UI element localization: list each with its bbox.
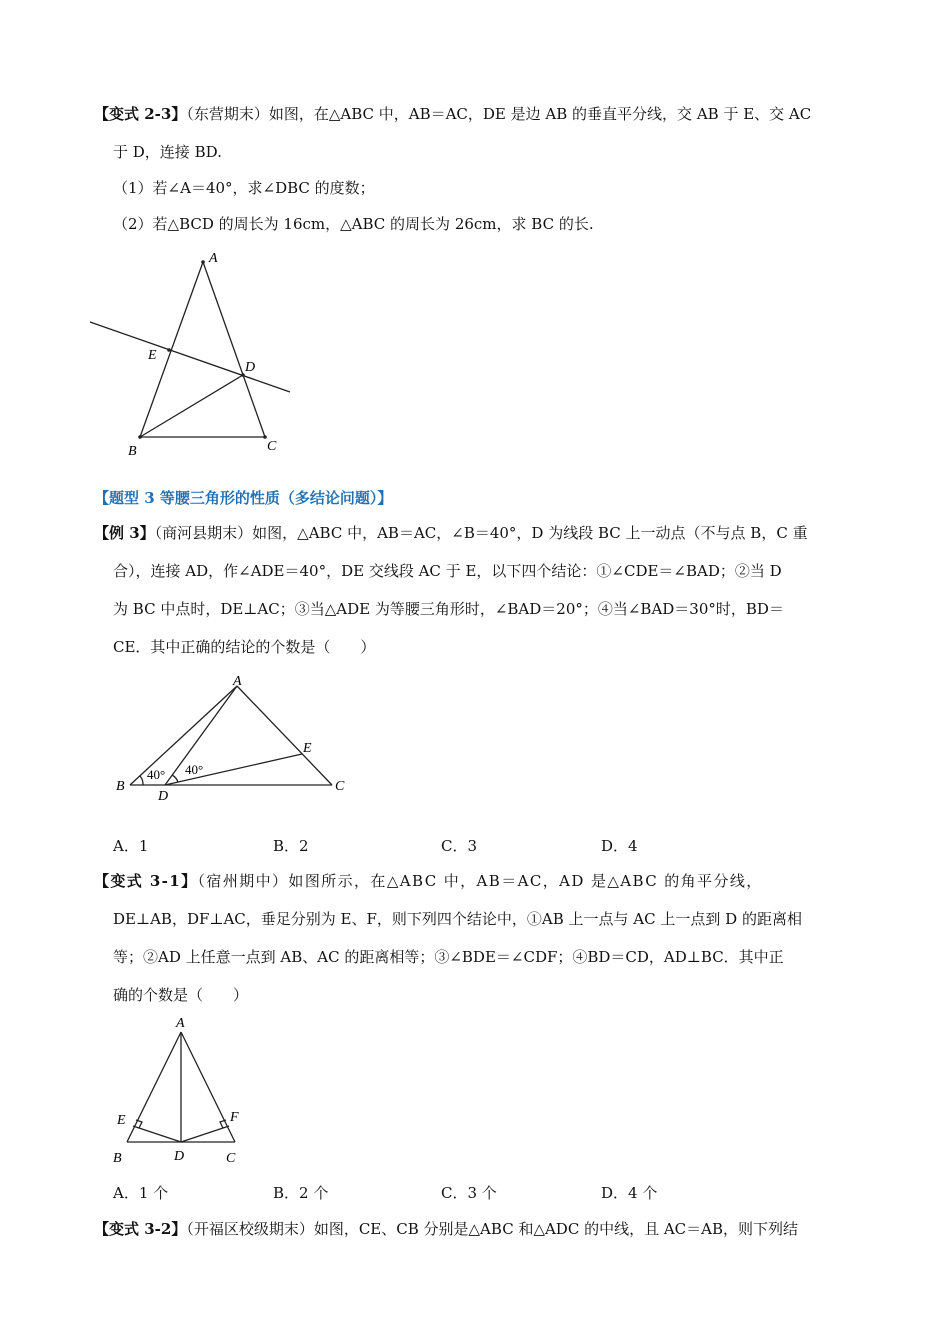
label-a: A — [209, 251, 218, 266]
segment-ac — [181, 1032, 235, 1142]
problem-3-1-option-b: B．2 个 — [273, 1184, 329, 1202]
problem-3-1-line-1: 【变式 3-1】（宿州期中）如图所示，在△ABC 中，AB＝AC，AD 是△ABC 的角平分线， — [94, 872, 763, 890]
problem-3-1-line-2: DE⊥AB，DF⊥AC，垂足分别为 E、F，则下列四个结论中，①AB 上一点与 AC 上一点到 D 的距离相 — [113, 910, 802, 928]
problem-3-2-line-1: 【变式 3-2】（开福区校级期末）如图，CE、CB 分别是△ABC 和△ADC 的中线，且 AC＝AB，则下列结 — [94, 1220, 799, 1238]
problem-3-1-option-a: A．1 个 — [113, 1184, 169, 1202]
problem-3-1-option-c: C．3 个 — [441, 1184, 497, 1202]
problem-3-2-tag: 【变式 3-2】 — [94, 1220, 187, 1238]
problem-2-3-question-1: （1）若∠A＝40°，求∠DBC 的度数； — [113, 179, 375, 197]
example-3-option-d: D．4 — [601, 837, 638, 855]
problem-2-3-line-2: 于 D，连接 BD. — [113, 143, 222, 161]
label-f: F — [230, 1110, 239, 1125]
example-3-option-c: C．3 — [441, 837, 478, 855]
label-d: D — [174, 1149, 185, 1164]
label-b: B — [113, 1151, 122, 1166]
example-3-option-b: B．2 — [273, 837, 309, 855]
label-c: C — [335, 779, 345, 794]
problem-3-1-tag: 【变式 3-1】 — [94, 872, 198, 890]
label-e: E — [117, 1113, 126, 1128]
label-b: B — [116, 779, 125, 794]
label-d: D — [245, 360, 256, 375]
segment-ab — [127, 1032, 181, 1142]
label-a: A — [176, 1016, 185, 1031]
figure-2-3 — [85, 245, 300, 465]
segment-ac — [203, 262, 265, 437]
label-e: E — [303, 741, 312, 756]
problem-2-3-question-2: （2）若△BCD 的周长为 16cm，△ABC 的周长为 26cm，求 BC 的长. — [113, 215, 594, 233]
figure-3-1 — [105, 1010, 255, 1170]
label-a: A — [233, 674, 242, 689]
segment-ac — [237, 686, 332, 785]
problem-3-1-line-3: 等；②AD 上任意一点到 AB、AC 的距离相等；③∠BDE＝∠CDF；④BD＝CD，AD⊥BC．其中正 — [113, 948, 784, 966]
angle-label-b: 40° — [147, 767, 166, 782]
problem-3-1-option-d: D．4 个 — [601, 1184, 658, 1202]
example-3-tag: 【例 3】 — [94, 524, 155, 542]
label-b: B — [128, 444, 137, 459]
segment-bd — [140, 375, 243, 437]
angle-label-d: 40° — [185, 762, 204, 777]
segment-de — [133, 1126, 181, 1142]
problem-3-1-line-4: 确的个数是（ ） — [113, 986, 249, 1004]
angle-arc-b — [140, 776, 143, 785]
problem-2-3-tag: 【变式 2-3】 — [94, 105, 187, 123]
section-title-type-3: 【题型 3 等腰三角形的性质（多结论问题）】 — [94, 489, 393, 507]
label-e: E — [148, 348, 157, 363]
label-c: C — [226, 1151, 236, 1166]
label-d: D — [158, 789, 169, 803]
figure-example-3 — [110, 668, 360, 803]
example-3-line-3: 为 BC 中点时，DE⊥AC；③当△ADE 为等腰三角形时，∠BAD＝20°；④当∠BAD＝30°时，BD＝ — [113, 600, 784, 618]
angle-arc-d — [172, 775, 178, 782]
segment-df — [181, 1126, 229, 1142]
example-3-line-2: 合），连接 AD，作∠ADE＝40°，DE 交线段 AC 于 E，以下四个结论：①∠CDE＝∠BAD；②当 D — [113, 562, 782, 580]
example-3-line-1: 【例 3】（商河县期末）如图，△ABC 中，AB＝AC，∠B＝40°，D 为线段 BC 上一动点（不与点 B，C 重 — [94, 524, 808, 542]
perpendicular-bisector-de — [90, 322, 290, 392]
example-3-option-a: A．1 — [113, 837, 149, 855]
example-3-line-4: CE．其中正确的结论的个数是（ ） — [113, 638, 376, 656]
problem-2-3-line-1: 【变式 2-3】（东营期末）如图，在△ABC 中，AB＝AC，DE 是边 AB 的垂直平分线，交 AB 于 E、交 AC — [94, 105, 812, 123]
label-c: C — [267, 439, 277, 454]
